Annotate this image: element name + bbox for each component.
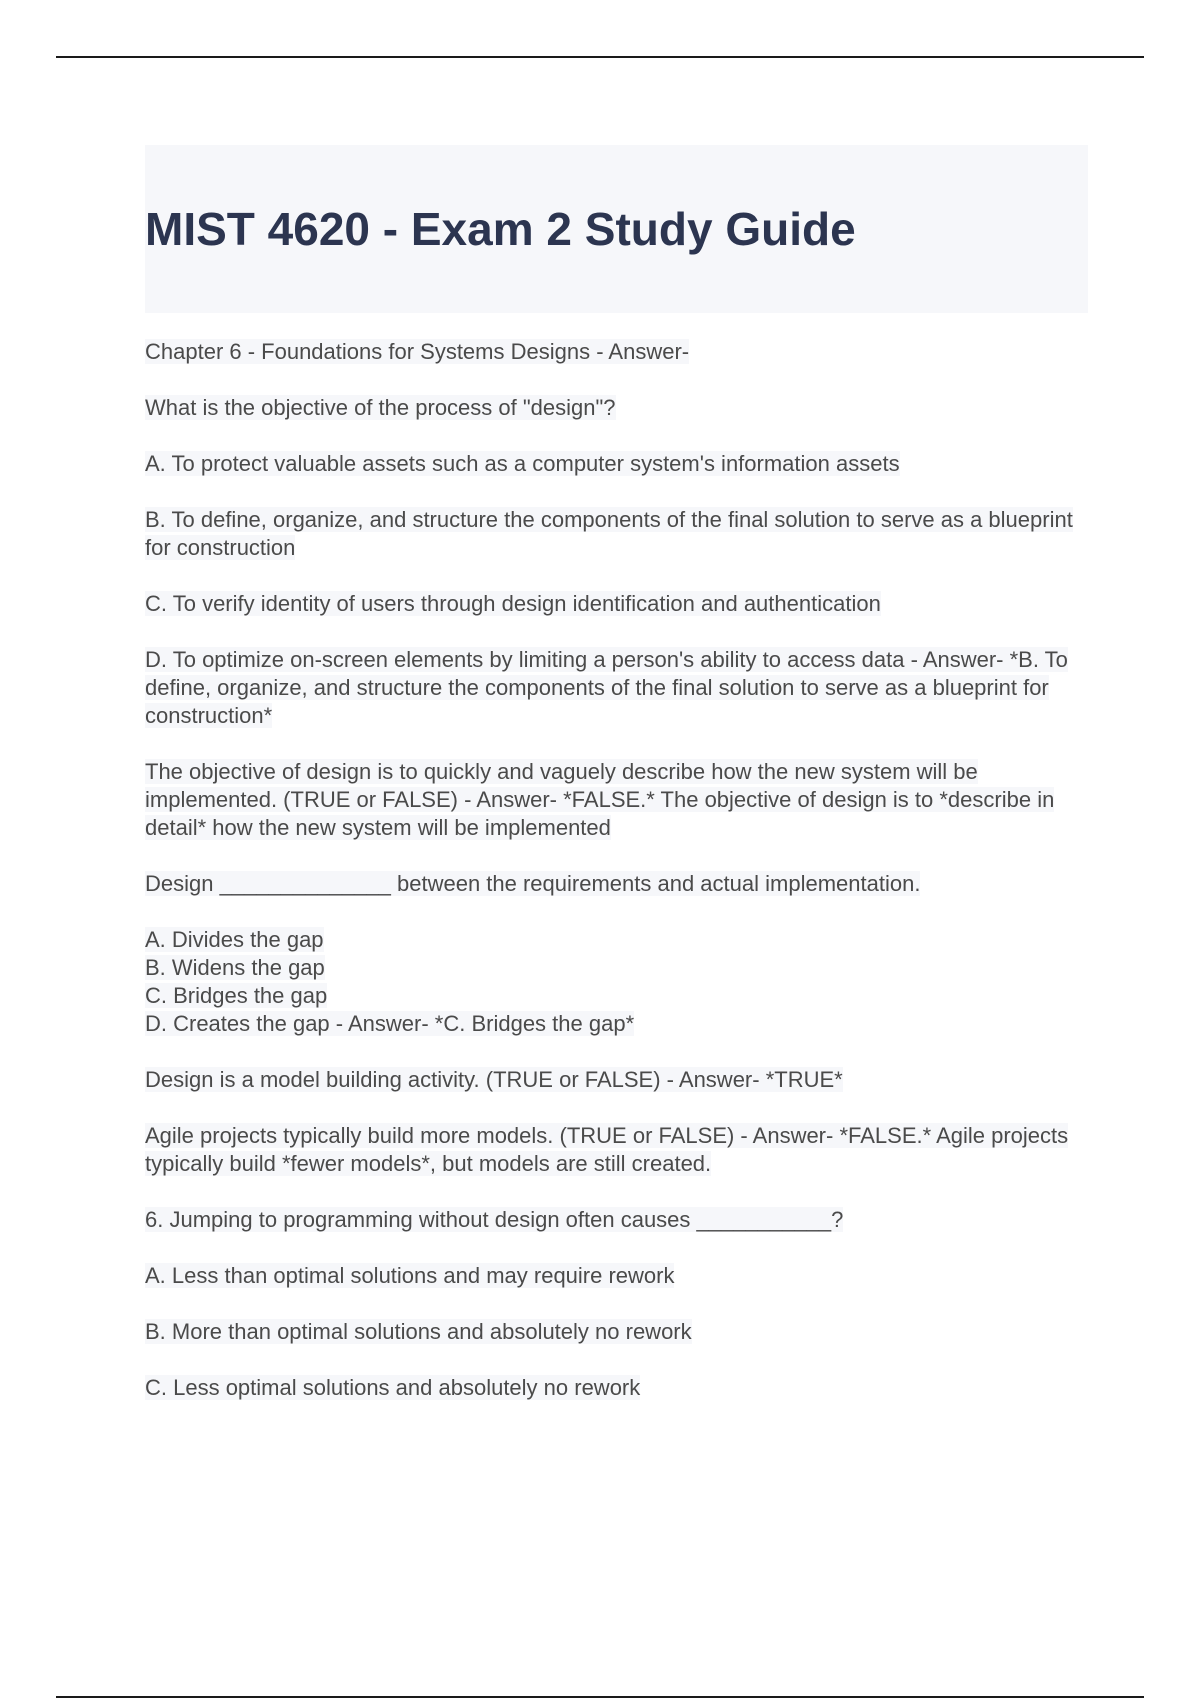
paragraph: B. To define, organize, and structure the components of the final solution to serve as a blueprint for construction (145, 507, 1073, 560)
paragraph: B. More than optimal solutions and absolutely no rework (145, 1319, 692, 1344)
paragraph: C. To verify identity of users through design identification and authentication (145, 591, 881, 616)
paragraph: A. To protect valuable assets such as a computer system's information assets (145, 451, 900, 476)
header-rule (56, 56, 1144, 58)
options-list (145, 926, 1090, 1038)
page-title: MIST 4620 - Exam 2 Study Guide (145, 203, 856, 255)
paragraph: Design is a model building activity. (TRUE or FALSE) - Answer- *TRUE* (145, 1067, 843, 1092)
list-item: D. Creates the gap - Answer- *C. Bridges the gap* (145, 1011, 635, 1036)
list-item: A. Divides the gap (145, 927, 324, 952)
paragraph: 6. Jumping to programming without design often causes ___________? (145, 1207, 844, 1232)
paragraph: Design ______________ between the requirements and actual implementation. (145, 871, 921, 896)
paragraph: The objective of design is to quickly and vaguely describe how the new system will be implemented. (TRUE or FALSE) - Answer- *FALSE.* The objective of design is to *describe in detail* how the new system will be implemented (145, 759, 1055, 840)
footer-rule (56, 1696, 1144, 1698)
document-body (145, 338, 1090, 1430)
paragraph: C. Less optimal solutions and absolutely no rework (145, 1375, 641, 1400)
list-item: B. Widens the gap (145, 955, 325, 980)
paragraph: D. To optimize on-screen elements by limiting a person's ability to access data - Answer- *B. To define, organize, and structure the components of the final solution to serve as a blueprint for construction* (145, 647, 1068, 728)
paragraph: What is the objective of the process of "design"? (145, 395, 616, 420)
paragraph: Agile projects typically build more models. (TRUE or FALSE) - Answer- *FALSE.* Agile projects typically build *fewer models*, but models are still created. (145, 1123, 1069, 1176)
paragraph: A. Less than optimal solutions and may require rework (145, 1263, 675, 1288)
paragraph: Chapter 6 - Foundations for Systems Designs - Answer- (145, 339, 690, 364)
list-item: C. Bridges the gap (145, 983, 328, 1008)
